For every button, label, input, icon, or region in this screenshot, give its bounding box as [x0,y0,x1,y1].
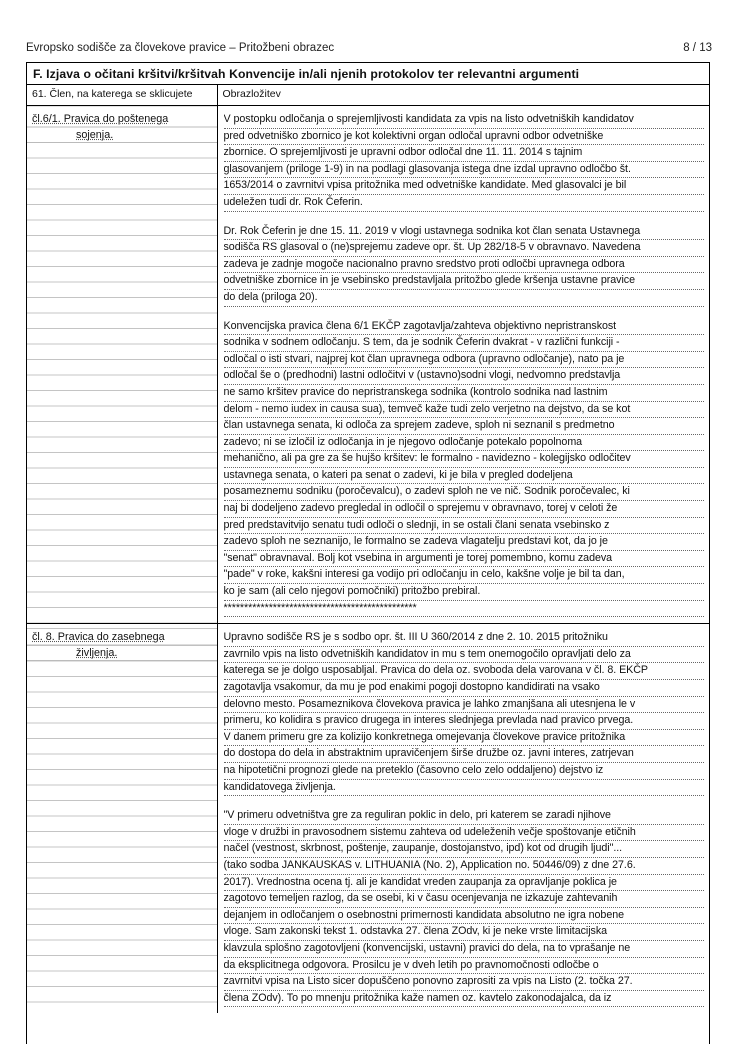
explanation-paragraph [218,313,710,624]
text-line: Dr. Rok Čeferin je dne 15. 11. 2019 v vlogi ustavnega sodnika kot član senata Ustavnega [224,224,705,241]
text-line: načel (vestnost, skrbnost, poštenje, zaupanje, dostojanstvo, ipd) kot od drugih ljudi"... [224,841,705,858]
text-line: pred predstavitvijo senatu tudi odloči o slednji, in se ostali člani senata vsebinsko z [224,518,705,535]
text-line: zbornice. O sprejemljivosti je upravni odbor odločal dne 11. 11. 2014 s tajnim [224,145,705,162]
explanation-paragraph [218,624,710,802]
text-line: odvetniške zbornice in je vsebinsko predstavljala pritožbo glede kršenja ustavne pravice [224,273,705,290]
section-f-frame [26,62,710,1044]
text-line: kandidatovega življenja. [224,780,705,797]
text-line: do dostopa do dela in abstraktnim upravičenjem širše družbe oz. javni interes, zatrjevan [224,746,705,763]
section-title: F. Izjava o očitani kršitvi/kršitvah Konvencije in/ali njenih protokolov ter relevantni argumenti [27,63,709,85]
explanation-paragraph [218,802,710,1013]
text-line: ne samo kršitev pravice do nepristranskega sodnika (kontrolo sodnika nad lastnim [224,385,705,402]
text-line: "senat" obravnaval. Bolj kot vsebina in argumenti je torej pomembno, komu zadeva [224,551,705,568]
text-line: vloge v družbi in pravosodnem sistemu zahteva od udeleženih večje spoštovanje etičnih [224,825,705,842]
text-line: primeru, ko kolidira s pravico drugega in interes slednjega prevlada nad pravico prvega. [224,713,705,730]
article-title: čl. 8. Pravica do zasebnega [32,631,165,644]
text-line: 1653/2014 o zavrnitvi vpisa pritožnika med odvetniške kandidate. Med glasovalci je bil [224,178,705,195]
text-line: katerega se je dolgo usposabljal. Pravica do dela oz. svoboda dela varovana v čl. 8. EKČP [224,663,705,680]
explanation-paragraph [218,106,710,218]
table-header-row [27,85,709,106]
text-line: pred odvetniško zbornico je kot kolektivni organ odločal upravni odbor odvetniške [224,129,705,146]
text-line: delom - nemo iudex in causa sua), temveč kaže tudi zelo verjetno na dejstvo, da se kot [224,402,705,419]
text-line: zagotovo temeljen razlog, da se osebi, ki v času ocenjevanja ne izkazuje zahtevanih [224,891,705,908]
text-line: zavrnitvi vpisa na Listo sicer dopuščeno ponovno zaprositi za vpis na Listo (2. točka 27. [224,974,705,991]
text-line: zadevo sploh ne seznanijo, le formalno se zadeva vlagatelju predstavi kot, da jo je [224,534,705,551]
explanation-paragraph [218,218,710,313]
text-line: Konvencijska pravica člena 6/1 EKČP zagotavlja/zahteva objektivno nepristranskost [224,319,705,336]
text-line: vloge. Sam zakonski tekst 1. odstavka 27. člena ZOdv, ki je neke vrste limitacijska [224,924,705,941]
text-line: sodišča RS glasoval o (ne)sprejemu zadeve opr. št. Up 282/18-5 v obravnavo. Navedena [224,240,705,257]
text-line: ustavnega senata, o kateri pa senat o zadevi, ki je bila v pregled dodeljena [224,468,705,485]
text-line: *********************************************** [224,601,705,618]
text-line: dejanjem in odločanjem o osebnostni primernosti kandidata absolutno ne igra nobene [224,908,705,925]
article-title: čl.6/1. Pravica do poštenega [32,113,169,125]
text-line: člena ZOdv). To po mnenju pritožnika kaže namen oz. kavtelo zakonodajalca, da iz [224,991,705,1008]
text-line: glasovanjem (priloge 1-9) in na podlagi glasovanja istega dne izdal upravno odločbo št. [224,162,705,179]
text-line: V danem primeru gre za kolizijo konkretnega omejevanja človekove pravice pritožnika [224,730,705,747]
text-line: "V primeru odvetništva gre za reguliran poklic in delo, pri katerem se zaradi njihove [224,808,705,825]
explanation-cell [217,624,709,1014]
text-line: zadevo; ni se izločil iz odločanja in je njegovo odločanje potekalo popolnoma [224,435,705,452]
table-row [27,624,709,1014]
text-line: odločal še o (predhodni) lastni odločitvi v (ustavno)sodni vlogi, nedvomno predstavlja [224,368,705,385]
text-line: udeležen tudi dr. Rok Čeferin. [224,195,705,212]
text-line: zagotavlja vsakomur, da mu je pod enakimi pogoji dostopno kandidirati na vsako [224,680,705,697]
text-line: (tako sodba JANKAUSKAS v. LITHUANIA (No. 2), Application no. 50446/09) z dne 27.6. [224,858,705,875]
text-line: V postopku odločanja o sprejemljivosti kandidata za vpis na listo odvetniških kandidatov [224,112,705,129]
table-row [27,106,709,624]
text-line: zadeva je zadnje mogoče nacionalno pravno sredstvo proti odločbi upravnega odbora [224,257,705,274]
text-line: na hipotetični prognozi glede na preteklo (časovno celo zelo oddaljeno) dejstvo iz [224,763,705,780]
text-line: naj bi dodeljeno zadevo pregledal in odločil o sprejemu v obravnavo, torej v celoti že [224,501,705,518]
form-title: Evropsko sodišče za človekove pravice – Pritožbeni obrazec [26,42,335,54]
col-header-explanation: Obrazložitev [218,85,710,106]
text-line: do dela (priloga 20). [224,290,705,307]
col-header-article: 61. Člen, na katerega se sklicujete [27,85,217,106]
text-line: Upravno sodišče RS je s sodbo opr. št. III U 360/2014 z dne 2. 10. 2015 pritožniku [224,630,705,647]
article-label [27,106,217,143]
text-line: sodnika v sodnem odločanju. S tem, da je sodnik Čeferin dvakrat - v različni funkciji - [224,335,705,352]
article-cell [27,106,217,624]
page-number: 8 / 13 [683,42,712,54]
arguments-table [27,85,709,1013]
article-cell [27,624,217,1014]
text-line: 2017). Vrednostna ocena tj. ali je kandidat vreden zaupanja za opravljanje poklica je [224,875,705,892]
page-header [26,42,712,54]
text-line: klavzula splošno zagotovljeni (konvencijski, ustavni) pravici do dela, na to vprašanje ne [224,941,705,958]
text-line: član ustavnega senata, ki odloča za sprejem zadeve, sploh ni seznanil s predmetno [224,418,705,435]
article-title-cont: sojenja. [76,128,114,141]
text-line: "pade" v roke, kakšni interesi ga vodijo pri odločanju in celo, kakšne volje je bil ta dan, [224,567,705,584]
text-line: odločal o isti stvari, najprej kot član upravnega odbora (upravno odločanje), nato pa je [224,352,705,369]
text-line: delovno mesto. Posameznikova človekova pravica je lahko zmanjšana ali utesnjena le v [224,697,705,714]
explanation-cell [217,106,709,624]
text-line: ko je sam (ali celo njegovi pomočniki) pritožbo prebiral. [224,584,705,601]
text-line: posameznemu sodniku (poročevalcu), o zadevi sploh ne ve nič. Sodnik poročevalec, ki [224,484,705,501]
text-line: mehanično, ali pa gre za še hujšo kršitev: le formalno - navidezno - kolegijsko odločitev [224,451,705,468]
text-line: da eksplicitnega odgovora. Prosilcu je v dveh letih po pravnomočnosti odločbe o [224,958,705,975]
text-line: zavrnilo vpis na listo odvetniških kandidatov in mu s tem onemogočilo opravljati delo za [224,647,705,664]
article-title-cont: življenja. [76,646,118,659]
article-label [27,624,217,661]
